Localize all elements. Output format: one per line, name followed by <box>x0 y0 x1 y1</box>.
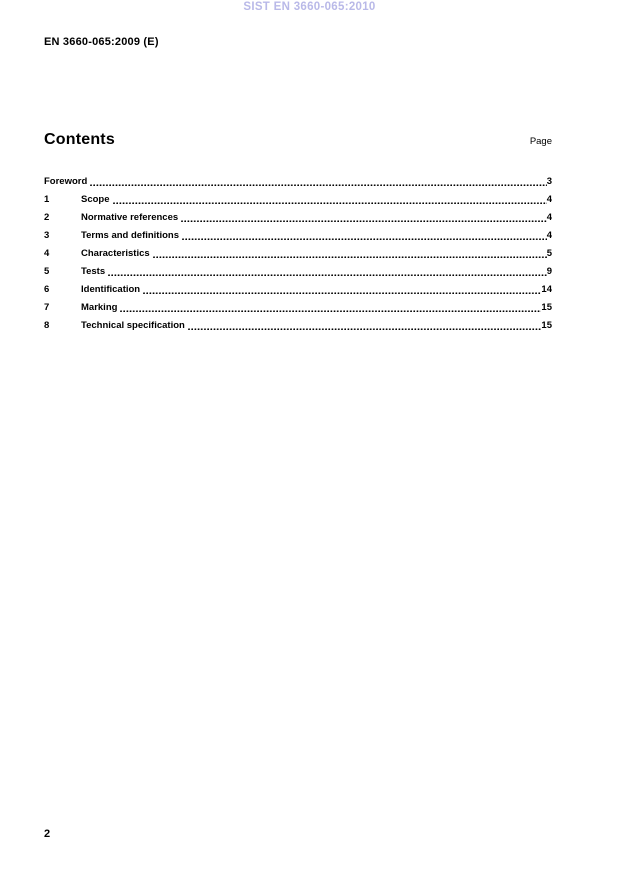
toc-entry-title: Terms and definitions <box>81 229 180 241</box>
toc-entry-title: Technical specification <box>81 319 185 331</box>
toc-dot-leader <box>108 273 547 277</box>
toc-entry-page: 3 <box>546 175 552 187</box>
toc-entry-identification[interactable] <box>44 280 552 298</box>
toc-entry-title: Foreword <box>44 175 88 187</box>
toc-dot-leader <box>153 255 547 259</box>
toc-entry-technical-specification[interactable] <box>44 316 552 334</box>
toc-entry-number: 2 <box>44 211 50 223</box>
toc-entry-terms-and-definitions[interactable] <box>44 226 552 244</box>
toc-entry-scope[interactable] <box>44 190 552 208</box>
toc-dot-leader <box>182 237 547 241</box>
toc-entry-title: Tests <box>81 265 106 277</box>
toc-dot-leader <box>113 201 547 205</box>
toc-entry-number: 7 <box>44 301 50 313</box>
toc-entry-page: 4 <box>546 229 552 241</box>
toc-dot-leader <box>143 291 541 295</box>
page-column-label: Page <box>529 136 552 147</box>
toc-entry-title: Normative references <box>81 211 179 223</box>
contents-title: Contents <box>44 131 115 148</box>
toc-entry-page: 4 <box>546 211 552 223</box>
toc-entry-number: 8 <box>44 319 50 331</box>
toc-entry-title: Identification <box>81 283 141 295</box>
toc-entry-normative-references[interactable] <box>44 208 552 226</box>
footer-page-number: 2 <box>44 828 51 840</box>
sist-watermark-header: SIST EN 3660-065:2010 <box>243 1 376 13</box>
toc-entry-page: 15 <box>541 319 552 331</box>
toc-entry-page: 4 <box>546 193 552 205</box>
toc-dot-leader <box>90 183 546 187</box>
toc-entry-title: Scope <box>81 193 110 205</box>
toc-entry-marking[interactable] <box>44 298 552 316</box>
toc-entry-tests[interactable] <box>44 262 552 280</box>
toc-dot-leader <box>188 327 542 331</box>
toc-entry-number: 5 <box>44 265 50 277</box>
toc-entry-number: 1 <box>44 193 50 205</box>
table-of-contents <box>44 172 552 334</box>
toc-entry-characteristics[interactable] <box>44 244 552 262</box>
toc-entry-page: 5 <box>546 247 552 259</box>
toc-entry-title: Marking <box>81 301 118 313</box>
toc-entry-title: Characteristics <box>81 247 150 259</box>
toc-entry-number: 3 <box>44 229 50 241</box>
toc-entry-foreword[interactable] <box>44 172 552 190</box>
toc-entry-number: 6 <box>44 283 50 295</box>
toc-dot-leader <box>181 219 547 223</box>
toc-entry-page: 14 <box>541 283 552 295</box>
toc-entry-page: 15 <box>541 301 552 313</box>
toc-entry-number: 4 <box>44 247 50 259</box>
toc-entry-page: 9 <box>546 265 552 277</box>
contents-header <box>44 131 552 149</box>
document-reference: EN 3660-065:2009 (E) <box>44 36 159 48</box>
toc-dot-leader <box>120 309 541 313</box>
